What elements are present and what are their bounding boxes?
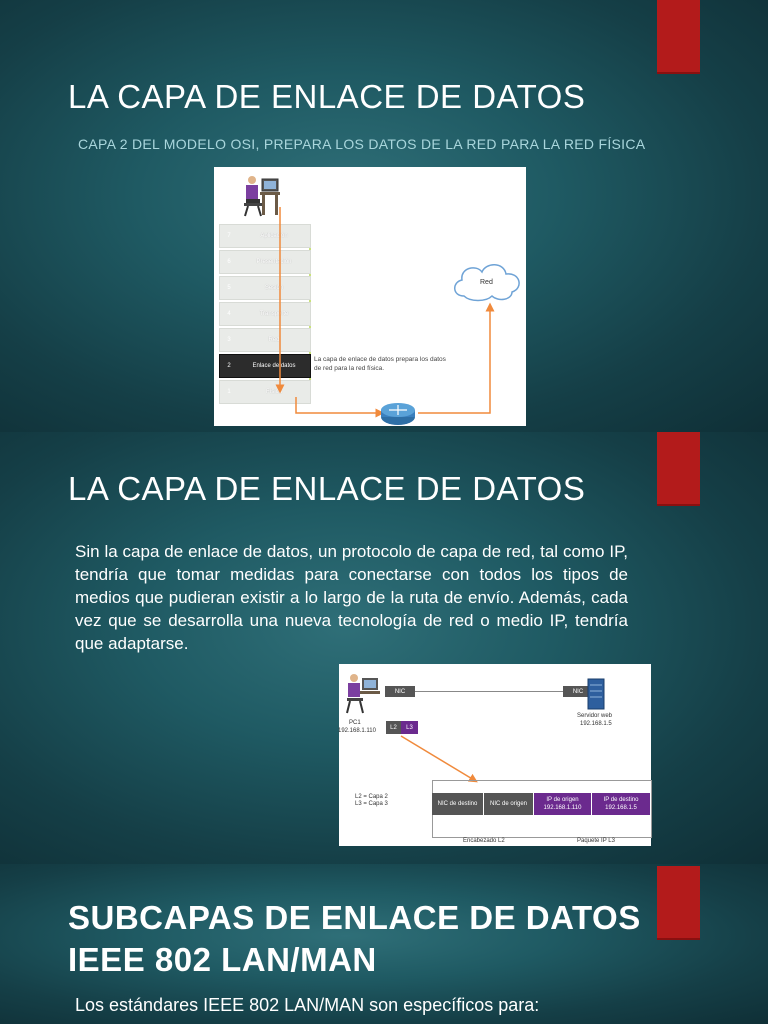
pc-ip: 192.168.1.110 (338, 728, 376, 734)
cloud-label: Red (480, 279, 493, 286)
osi-layer-1: 1 Física (219, 380, 311, 404)
slide-title-line1: SUBCAPAS DE ENLACE DE DATOS (68, 899, 641, 936)
osi-layer-6: 6 Presentación (219, 250, 311, 274)
pc-label: PC1 (349, 720, 361, 726)
nic-right-box: NIC (563, 686, 593, 697)
legend-l2: L2 = Capa 2 (355, 794, 388, 800)
slide-title: LA CAPA DE ENLACE DE DATOS (68, 470, 586, 507)
slide-title: LA CAPA DE ENLACE DE DATOS (68, 78, 586, 115)
frame-src-nic: NIC de origen (484, 793, 533, 815)
slide-title-line2: IEEE 802 LAN/MAN (68, 941, 377, 978)
osi-layer-5: 5 Sesión (219, 276, 311, 300)
frame-dst-ip: IP de destino 192.168.1.5 (592, 793, 650, 815)
accent-bar (657, 432, 700, 506)
router-icon (380, 401, 416, 427)
slide-1 (0, 0, 768, 432)
osi-layer-3: 3 Red (219, 328, 311, 352)
slide-subtitle: CAPA 2 DEL MODELO OSI, PREPARA LOS DATOS DE LA RED PARA LA RED FÍSICA (78, 136, 646, 152)
slide-body: Los estándares IEEE 802 LAN/MAN son específicos para: (75, 995, 540, 1015)
osi-layer-4: 4 Transporte (219, 302, 311, 326)
accent-bar (657, 866, 700, 940)
server-label: Servidor web (577, 713, 613, 719)
osi-layer-2: 2 Enlace de datos (219, 354, 311, 378)
header-label: Encabezado L2 (463, 838, 505, 844)
legend-l3: L3 = Capa 3 (355, 801, 388, 807)
frame-dest-nic: NIC de destino (432, 793, 483, 815)
l3-box: L3 (401, 721, 418, 734)
frame-src-ip: IP de origen 192.168.1.110 (534, 793, 591, 815)
osi-layer-7: 7 Aplicación (219, 224, 311, 248)
nic-left-box: NIC (385, 686, 415, 697)
diagram-caption: La capa de enlace de datos prepara los datos de red para la red física. (314, 356, 446, 372)
packet-label: Paquete IP L3 (577, 838, 615, 844)
server-ip: 192.168.1.5 (580, 721, 612, 727)
l2-box: L2 (386, 721, 401, 734)
accent-bar (657, 0, 700, 74)
slide-body: Sin la capa de enlace de datos, un protocolo de capa de red, tal como IP, tendría que tomar medidas para conectarse con todos los tipos de medios que pudieran existir a lo largo de la ruta de envío. Además, cada vez que se desarrolla una nueva tecnología de red o medio IP, tendría que adaptarse. (75, 542, 628, 653)
